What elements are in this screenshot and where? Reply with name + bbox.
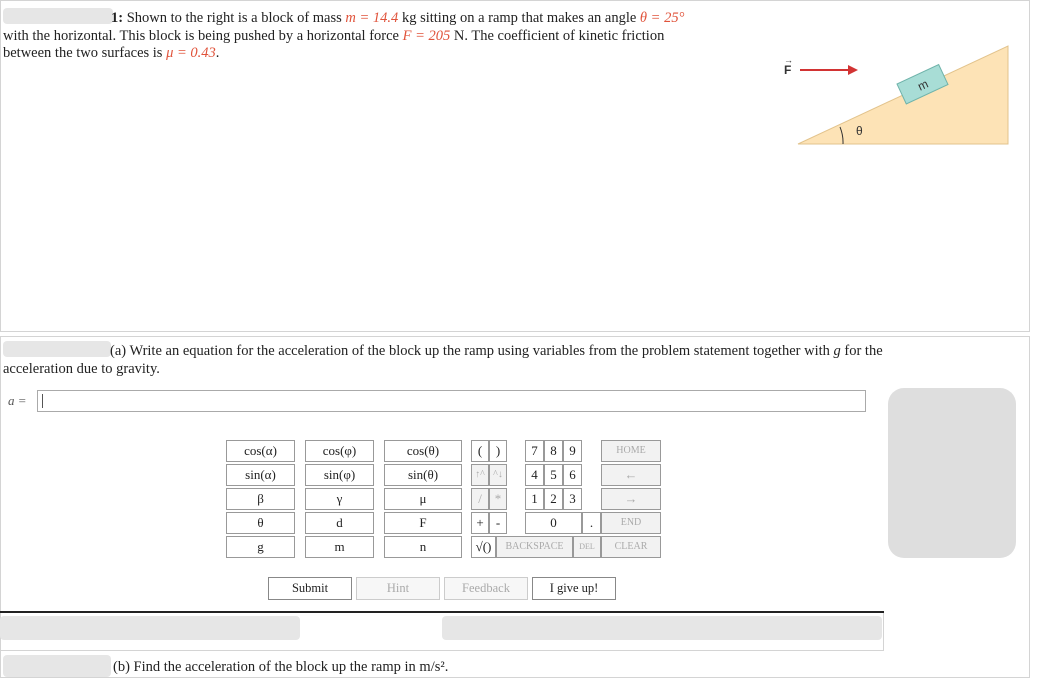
key-d[interactable]: d bbox=[305, 512, 374, 534]
key-5[interactable]: 5 bbox=[544, 464, 563, 486]
key-left-arrow[interactable]: ← bbox=[601, 464, 661, 486]
part-a-g: g bbox=[833, 343, 841, 359]
mu-value: μ = 0.43 bbox=[166, 45, 216, 61]
problem-text-4: N. The coefficient of kinetic friction bbox=[453, 27, 665, 44]
part-a-prefix: (a) bbox=[110, 343, 127, 359]
key-multiply[interactable]: * bbox=[489, 488, 507, 510]
key-home[interactable]: HOME bbox=[601, 440, 661, 462]
key-cos-alpha[interactable]: cos(α) bbox=[226, 440, 295, 462]
feedback-box bbox=[0, 613, 884, 651]
key-superscript[interactable]: ↑^ bbox=[471, 464, 489, 486]
force-value: F = 205 bbox=[402, 27, 451, 44]
part-a-text-2: acceleration due to gravity. bbox=[3, 360, 160, 377]
part-b-prefix: (b) bbox=[113, 659, 130, 675]
key-end[interactable]: END bbox=[601, 512, 661, 534]
key-minus[interactable]: - bbox=[489, 512, 507, 534]
text-caret bbox=[42, 394, 43, 408]
ramp-diagram bbox=[770, 40, 1015, 150]
key-3[interactable]: 3 bbox=[563, 488, 582, 510]
give-up-button[interactable]: I give up! bbox=[532, 577, 616, 600]
key-sin-theta[interactable]: sin(θ) bbox=[384, 464, 462, 486]
problem-number: 1: bbox=[111, 10, 124, 26]
key-1[interactable]: 1 bbox=[525, 488, 544, 510]
key-6[interactable]: 6 bbox=[563, 464, 582, 486]
part-b-question bbox=[113, 659, 448, 676]
block-label: m bbox=[915, 76, 931, 94]
key-mu[interactable]: μ bbox=[384, 488, 462, 510]
redacted-region bbox=[3, 655, 111, 677]
force-vector-bar: → bbox=[784, 55, 793, 65]
key-divide[interactable]: / bbox=[471, 488, 489, 510]
key-plus[interactable]: + bbox=[471, 512, 489, 534]
key-del[interactable]: DEL bbox=[573, 536, 601, 558]
key-clear[interactable]: CLEAR bbox=[601, 536, 661, 558]
force-label: F bbox=[784, 63, 792, 77]
problem-text-6: . bbox=[215, 45, 220, 61]
key-7[interactable]: 7 bbox=[525, 440, 544, 462]
key-gamma[interactable]: γ bbox=[305, 488, 374, 510]
problem-text-5: between the two surfaces is bbox=[3, 45, 163, 61]
problem-text-2: kg sitting on a ramp that makes an angle bbox=[401, 10, 637, 26]
key-sin-alpha[interactable]: sin(α) bbox=[226, 464, 295, 486]
hint-button[interactable]: Hint bbox=[356, 577, 440, 600]
key-theta[interactable]: θ bbox=[226, 512, 295, 534]
key-cos-theta[interactable]: cos(θ) bbox=[384, 440, 462, 462]
key-0[interactable]: 0 bbox=[525, 512, 582, 534]
submit-button[interactable]: Submit bbox=[268, 577, 352, 600]
part-a-question bbox=[3, 343, 1013, 378]
key-beta[interactable]: β bbox=[226, 488, 295, 510]
problem-text-1: Shown to the right is a block of mass bbox=[126, 10, 342, 26]
key-n[interactable]: n bbox=[384, 536, 462, 558]
key-sin-phi[interactable]: sin(φ) bbox=[305, 464, 374, 486]
force-arrowhead bbox=[848, 65, 858, 75]
key-2[interactable]: 2 bbox=[544, 488, 563, 510]
part-a-text: Write an equation for the acceleration of the block up the ramp using variables from the problem statement together with bbox=[129, 343, 830, 359]
problem-statement bbox=[3, 10, 783, 63]
key-F[interactable]: F bbox=[384, 512, 462, 534]
feedback-button[interactable]: Feedback bbox=[444, 577, 528, 600]
key-9[interactable]: 9 bbox=[563, 440, 582, 462]
key-right-arrow[interactable]: → bbox=[601, 488, 661, 510]
key-decimal[interactable]: . bbox=[582, 512, 601, 534]
key-close-paren[interactable]: ) bbox=[489, 440, 507, 462]
key-backspace[interactable]: BACKSPACE bbox=[496, 536, 573, 558]
key-m[interactable]: m bbox=[305, 536, 374, 558]
part-a-text-end: for the bbox=[844, 343, 883, 359]
key-8[interactable]: 8 bbox=[544, 440, 563, 462]
key-g[interactable]: g bbox=[226, 536, 295, 558]
mass-value: m = 14.4 bbox=[345, 10, 399, 26]
key-open-paren[interactable]: ( bbox=[471, 440, 489, 462]
answer-row bbox=[8, 390, 868, 412]
angle-value: θ = 25° bbox=[639, 10, 685, 26]
redacted-region bbox=[888, 388, 1016, 558]
answer-input[interactable] bbox=[37, 390, 866, 412]
part-b-text: Find the acceleration of the block up the ramp in m/s². bbox=[133, 659, 449, 675]
key-cos-phi[interactable]: cos(φ) bbox=[305, 440, 374, 462]
answer-label: a = bbox=[8, 393, 27, 408]
angle-label: θ bbox=[856, 124, 863, 138]
key-subscript[interactable]: ^↓ bbox=[489, 464, 507, 486]
key-sqrt[interactable]: √() bbox=[471, 536, 496, 558]
problem-text-3: with the horizontal. This block is being pushed by a horizontal force bbox=[3, 27, 399, 44]
key-4[interactable]: 4 bbox=[525, 464, 544, 486]
